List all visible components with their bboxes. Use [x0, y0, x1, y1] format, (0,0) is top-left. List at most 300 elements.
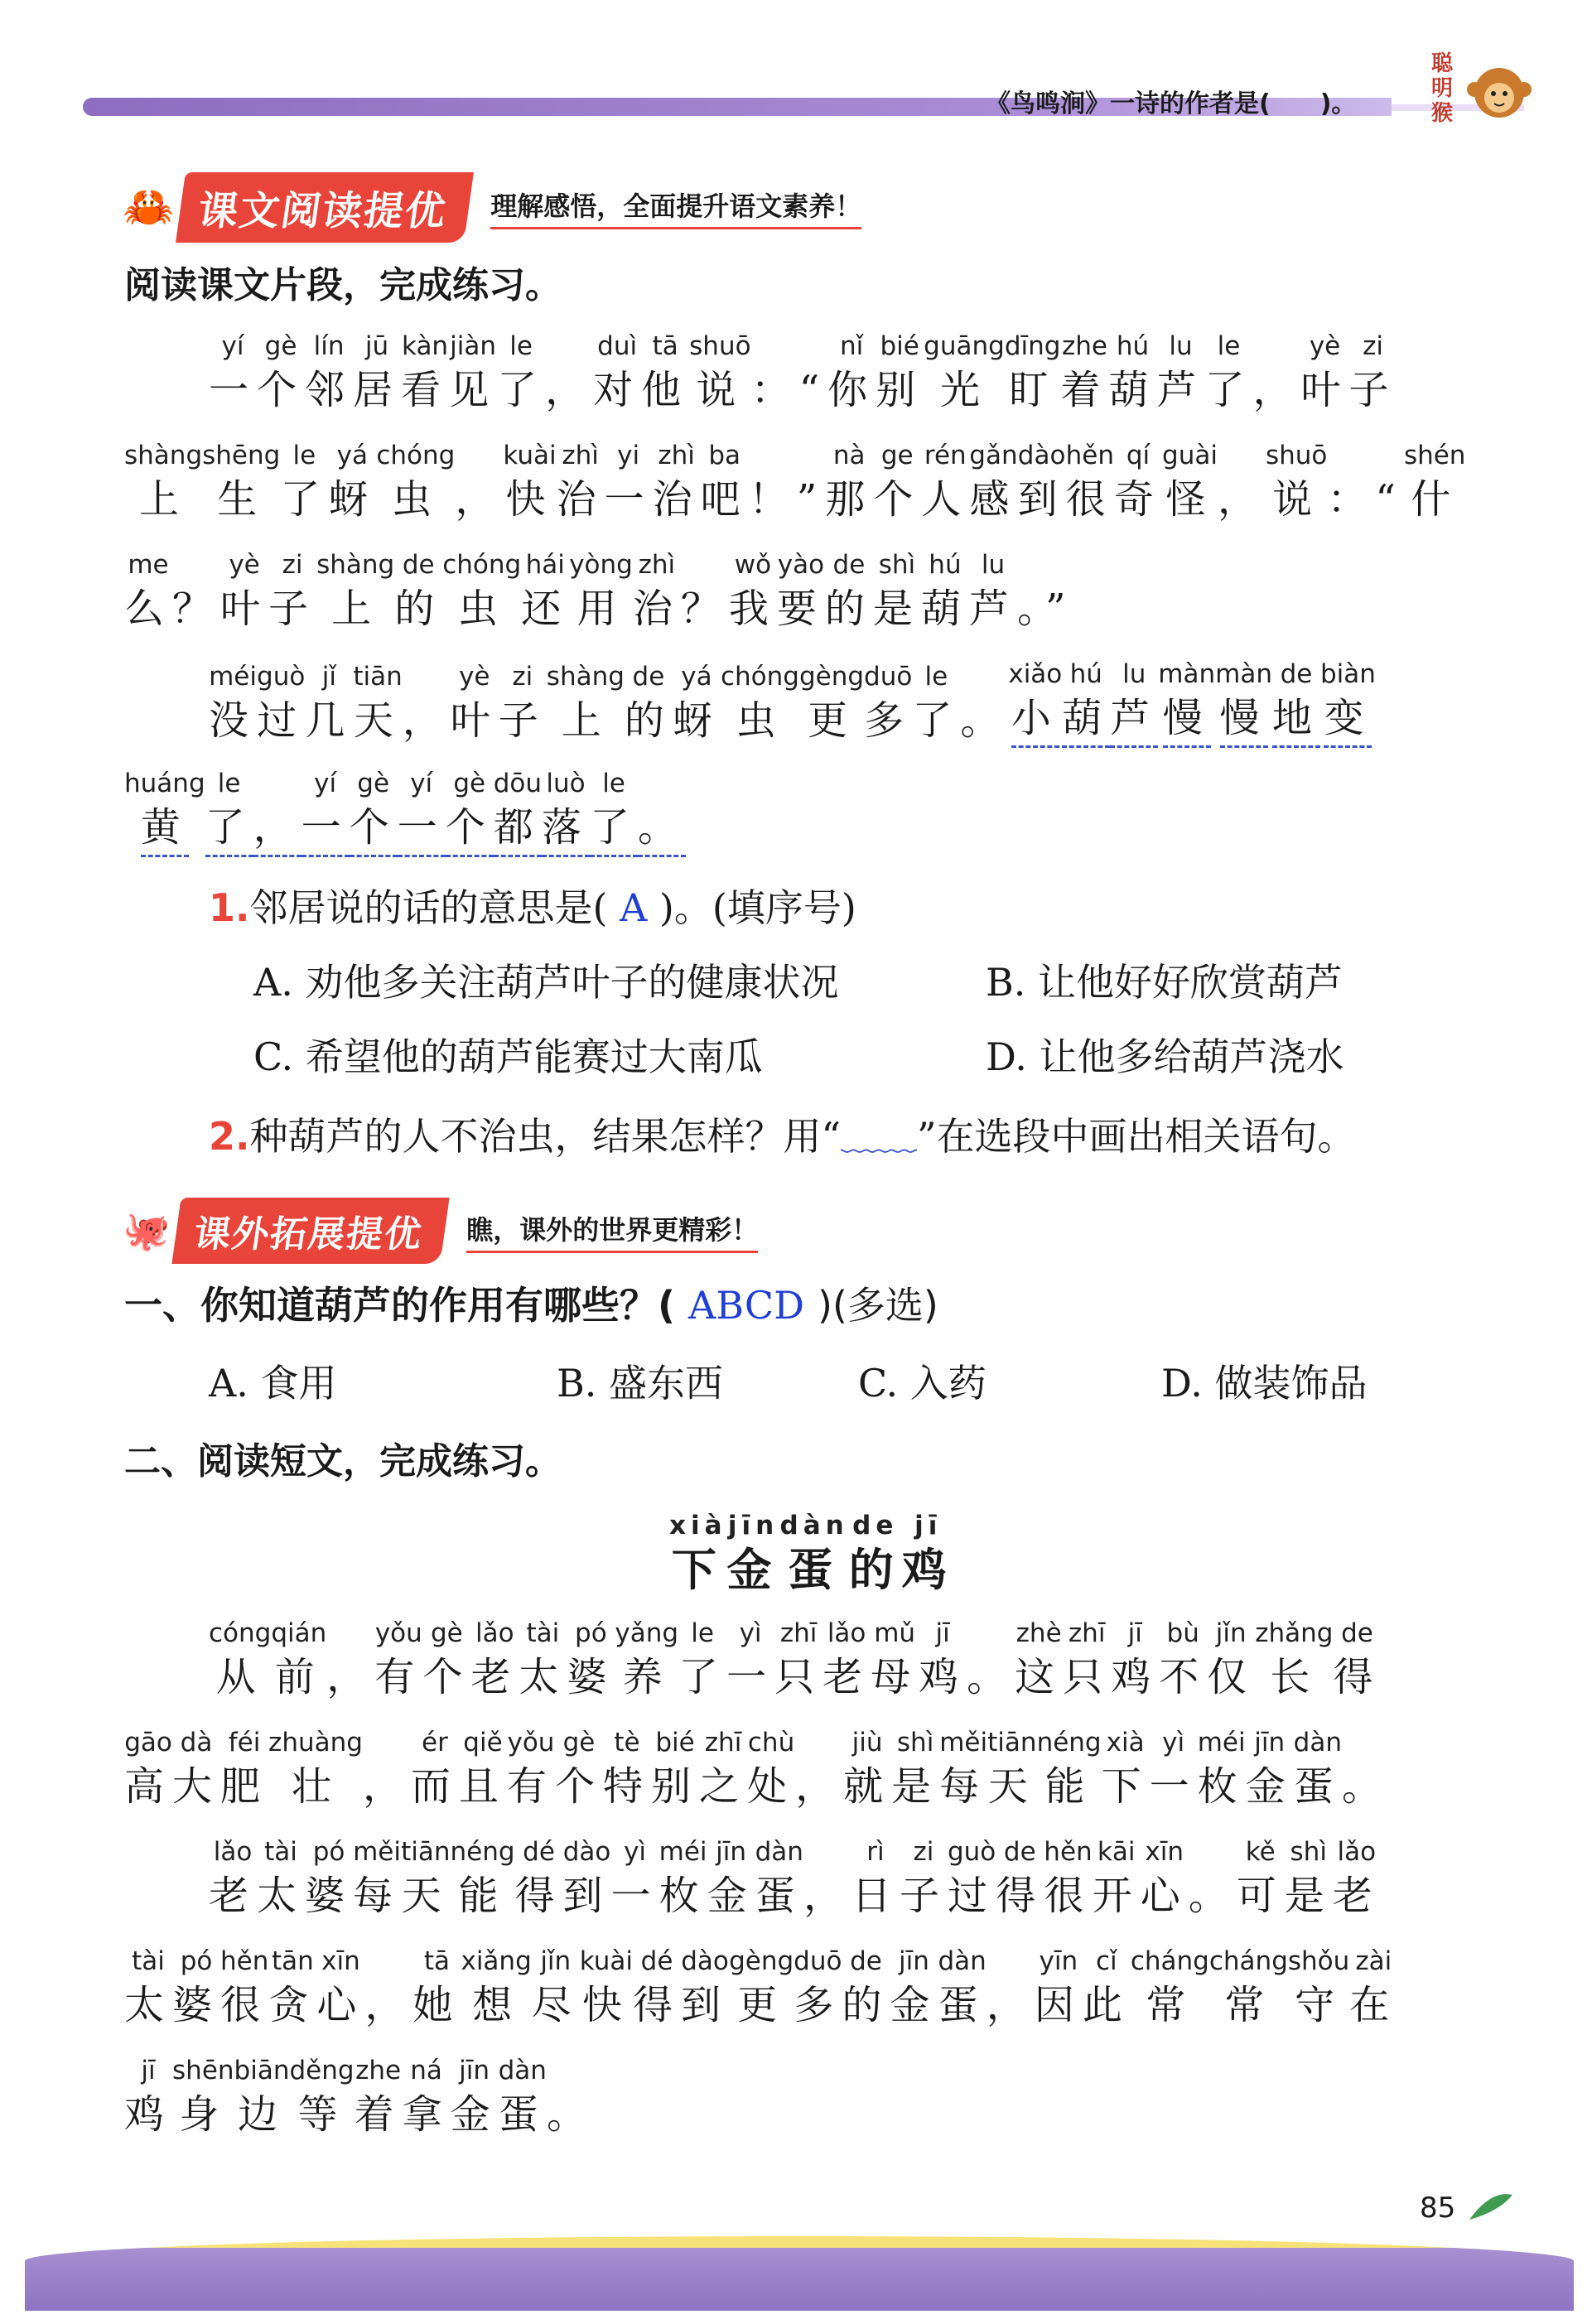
- pinyin: xīn: [321, 1946, 360, 1976]
- ruby-char: [280, 439, 328, 527]
- ruby-char: [503, 439, 556, 527]
- hanzi: 金: [1245, 1763, 1294, 1810]
- part1-option-d: D. 做装饰品: [1161, 1361, 1368, 1405]
- ruby-char: [446, 767, 494, 857]
- ruby-char: [921, 439, 969, 527]
- pinyin: [815, 1726, 823, 1759]
- ruby-char: [289, 2054, 354, 2142]
- hanzi: ，: [455, 476, 504, 523]
- ruby-char: [547, 2054, 595, 2142]
- ruby-char: [449, 330, 497, 417]
- part1-option-a: A. 食用: [209, 1361, 337, 1405]
- ruby-char: [638, 767, 686, 857]
- pinyin: yè: [1309, 331, 1341, 361]
- hanzi: 金: [707, 1873, 755, 1919]
- hanzi: 上: [331, 586, 380, 632]
- pinyin: biàn: [1320, 659, 1376, 689]
- ruby-char: [1333, 1835, 1381, 1923]
- hanzi: 等: [297, 2091, 346, 2138]
- hanzi: 有: [506, 1763, 555, 1810]
- ruby-char: [1288, 1945, 1349, 2032]
- hanzi: 多: [864, 697, 913, 744]
- pinyin: dōu: [493, 769, 543, 798]
- part1-option-c: C. 入药: [858, 1361, 987, 1405]
- pinyin: duì: [597, 331, 638, 361]
- ruby-char: [751, 330, 828, 417]
- hanzi: 前: [274, 1654, 323, 1700]
- pinyin: [701, 548, 709, 581]
- pinyin: tài: [132, 1946, 165, 1976]
- hanzi: 。: [546, 2091, 595, 2138]
- ruby-char: [996, 1835, 1044, 1923]
- part1-answer: ABCD: [688, 1283, 805, 1328]
- ruby-char: [1110, 658, 1158, 748]
- pinyin: de: [632, 662, 665, 692]
- hanzi: 。: [1342, 1763, 1391, 1810]
- pinyin: [192, 548, 200, 581]
- pinyin: chóng: [442, 550, 522, 580]
- hanzi: ？: [680, 586, 729, 632]
- ruby-char: [794, 1945, 842, 2032]
- ruby-char: [1342, 1726, 1390, 1814]
- ruby-char: [900, 1835, 948, 1923]
- ruby-char: [1162, 439, 1218, 527]
- hanzi: 说: [696, 367, 745, 413]
- ruby-char: [555, 1726, 603, 1814]
- hanzi: 得: [514, 1873, 563, 1919]
- pinyin: de: [852, 1511, 899, 1540]
- ruby-char: [1044, 1835, 1092, 1923]
- pinyin: gèng: [798, 662, 865, 692]
- pinyin: dīng: [1004, 331, 1061, 361]
- hanzi: 到: [681, 1982, 730, 2028]
- ruby-char: [1131, 1945, 1209, 2032]
- hanzi: 快: [581, 1982, 630, 2028]
- pinyin: cháng: [1208, 1946, 1288, 1976]
- hanzi: 光: [939, 367, 988, 413]
- ruby-char: [1015, 1617, 1063, 1704]
- pinyin: gǎn: [969, 441, 1018, 470]
- instruction-1: 阅读课文片段，完成练习。: [124, 264, 562, 306]
- ruby-char: [202, 439, 280, 527]
- pinyin: shēng: [202, 441, 281, 470]
- pinyin: jǐn: [540, 1946, 572, 1976]
- ruby-char: [842, 1945, 890, 2032]
- ruby-char: [497, 330, 545, 417]
- hanzi: 对: [593, 367, 642, 413]
- ruby-char: [268, 548, 316, 636]
- ruby-char: [1141, 1835, 1189, 1923]
- ruby-char: [316, 548, 394, 636]
- hanzi: 大: [172, 1763, 221, 1810]
- ruby-char: [205, 767, 253, 857]
- hanzi: ，: [986, 1982, 1035, 2028]
- pinyin: [273, 767, 282, 800]
- ruby-char: [1255, 1617, 1333, 1704]
- hanzi: 就: [843, 1763, 892, 1810]
- hanzi: 处: [747, 1763, 796, 1810]
- pinyin: zi: [282, 550, 303, 580]
- hanzi: 拿: [402, 2091, 451, 2138]
- hanzi: 叶: [450, 697, 499, 744]
- pinyin: le: [1217, 331, 1241, 361]
- ruby-char: [403, 2054, 451, 2142]
- pinyin: jīn: [727, 1511, 779, 1540]
- passage1-line-2: [124, 439, 1465, 527]
- pinyin: duō: [794, 1946, 842, 1976]
- hanzi: 芦: [1156, 367, 1205, 413]
- ruby-char: [499, 660, 547, 748]
- hanzi: 贪: [268, 1982, 317, 2028]
- ruby-char: [580, 1945, 633, 2032]
- hanzi: 个: [555, 1763, 604, 1810]
- ruby-char: [1111, 1617, 1159, 1704]
- hanzi: 守: [1295, 1982, 1344, 2028]
- passage2-line-1: [209, 1617, 1382, 1704]
- pinyin: dé: [640, 1946, 673, 1976]
- hanzi: 叶: [1300, 367, 1349, 413]
- pinyin: tài: [264, 1837, 297, 1867]
- pinyin: lu: [981, 550, 1006, 580]
- hanzi: 一: [302, 800, 350, 857]
- pinyin: gè: [562, 1728, 596, 1757]
- hanzi: 葫: [920, 586, 969, 632]
- hanzi: ，: [1217, 476, 1266, 523]
- ruby-char: [615, 1617, 678, 1704]
- pinyin: jiàn: [450, 331, 497, 361]
- pinyin: [565, 330, 573, 363]
- hanzi: 老: [823, 1654, 871, 1700]
- ruby-char: [499, 2054, 547, 2142]
- hanzi: 奇: [1114, 476, 1163, 523]
- ruby-char: [209, 1617, 271, 1704]
- pinyin: jǐ: [321, 662, 336, 692]
- hanzi: 没: [209, 697, 258, 744]
- ruby-char: [401, 1835, 450, 1923]
- hanzi: 太: [124, 1982, 173, 2028]
- pinyin: shàng: [546, 662, 625, 692]
- hanzi: 婆: [567, 1654, 615, 1700]
- ruby-char: [1083, 1945, 1131, 2032]
- passage2-line-4: [124, 1945, 1397, 2032]
- pinyin: pó: [575, 1618, 607, 1648]
- ruby-char: [257, 660, 305, 748]
- hanzi: 地: [1272, 691, 1320, 748]
- ruby-char: [220, 1945, 268, 2032]
- pinyin: néng: [1036, 1728, 1102, 1757]
- pinyin: zhì: [562, 441, 599, 470]
- ruby-char: [987, 1726, 1036, 1814]
- pinyin: jī: [914, 1511, 943, 1540]
- ruby-char: [563, 1835, 611, 1923]
- ruby-char: [795, 1726, 843, 1814]
- hanzi: 且: [458, 1763, 507, 1810]
- hanzi: 蚜: [328, 476, 377, 523]
- hanzi: 老: [209, 1873, 258, 1919]
- pinyin: shǒu: [1287, 1946, 1350, 1976]
- pinyin: ge: [880, 441, 914, 470]
- hanzi: 看: [401, 367, 450, 413]
- pinyin: de: [850, 1946, 882, 1976]
- ruby-char: [326, 1617, 374, 1704]
- pinyin: yi: [617, 441, 640, 470]
- ruby-char: [938, 1945, 986, 2032]
- hanzi: 鸡: [1111, 1654, 1160, 1700]
- option-c: C. 希望他的葫芦能赛过大南瓜: [253, 1034, 763, 1079]
- pinyin: lu: [1169, 331, 1193, 361]
- hanzi: 吧: [700, 476, 749, 523]
- title-char: [727, 1509, 780, 1597]
- part1-text: 一、你知道葫芦的作用有哪些？(: [124, 1283, 676, 1328]
- ruby-char: [605, 439, 653, 527]
- ruby-char: [494, 767, 542, 857]
- ruby-char: [1404, 439, 1466, 527]
- question-1-suffix: )。(填序号): [659, 885, 856, 930]
- ruby-char: [1114, 439, 1162, 527]
- hanzi: 不: [1159, 1654, 1208, 1700]
- ruby-char: [442, 548, 521, 636]
- pinyin: duō: [864, 662, 913, 692]
- ruby-char: [451, 2054, 499, 2142]
- ruby-char: [749, 439, 826, 527]
- hanzi: 葫: [1062, 691, 1110, 748]
- pinyin: zi: [1363, 331, 1383, 361]
- pinyin: shì: [896, 1728, 934, 1757]
- question-1-text: 邻居说的话的意思是(: [249, 885, 608, 930]
- pinyin: yì: [739, 1618, 762, 1648]
- pinyin: [785, 330, 794, 363]
- hanzi: 他: [641, 367, 690, 413]
- ruby-char: [394, 548, 442, 636]
- pinyin: rì: [866, 1837, 885, 1867]
- hanzi: 见: [449, 367, 498, 413]
- ruby-char: [257, 1835, 305, 1923]
- option-b: B. 让他好好欣赏葫芦: [986, 960, 1344, 1005]
- ruby-char: [1093, 1835, 1141, 1923]
- hanzi: 日: [851, 1873, 900, 1919]
- hanzi: 一: [398, 800, 446, 857]
- pinyin: dàn: [779, 1511, 849, 1540]
- pinyin: [567, 2054, 575, 2087]
- hanzi: 长: [1270, 1654, 1319, 1700]
- pinyin: jīn: [716, 1837, 747, 1867]
- pinyin: méi: [659, 1837, 707, 1867]
- hanzi: 仅: [1207, 1654, 1256, 1700]
- question-1-answer: A: [620, 885, 648, 930]
- hanzi: 尽: [531, 1982, 580, 2028]
- question-2-number: 2.: [209, 1114, 250, 1159]
- hanzi: 要: [776, 586, 825, 632]
- pinyin: yòng: [569, 550, 633, 580]
- pinyin: me: [128, 550, 169, 580]
- pinyin: yí: [410, 769, 433, 798]
- ruby-char: [707, 1835, 755, 1923]
- ruby-char: [912, 660, 960, 748]
- hanzi: 人: [921, 476, 970, 523]
- pinyin: zhe: [355, 2056, 402, 2085]
- pinyin: [1237, 439, 1246, 472]
- pinyin: guài: [1162, 441, 1218, 470]
- pinyin: [1208, 1835, 1217, 1868]
- hanzi: 鸡: [124, 2091, 173, 2138]
- ruby-char: [1018, 439, 1066, 527]
- pinyin: yè: [229, 550, 260, 580]
- ruby-char: [871, 1617, 919, 1704]
- hanzi: 盯: [1008, 367, 1057, 413]
- hanzi: 上: [139, 476, 188, 523]
- pinyin: jīn: [1254, 1728, 1286, 1757]
- octopus-icon: 🐙: [123, 1208, 171, 1253]
- pinyin: zhè: [1016, 1618, 1062, 1648]
- pinyin: dào: [1017, 441, 1066, 470]
- hanzi: 了: [280, 476, 329, 523]
- hanzi: ？: [172, 586, 221, 632]
- hanzi: 用: [576, 586, 625, 632]
- hanzi: 都: [494, 800, 542, 857]
- pinyin: kuài: [503, 441, 557, 470]
- hanzi: 多: [794, 1982, 842, 2028]
- hanzi: 蛋: [755, 1873, 803, 1919]
- wavy-line-mark: ﹏﹏: [841, 1114, 918, 1159]
- pinyin: de: [1280, 659, 1313, 689]
- ruby-char: [521, 548, 569, 636]
- ruby-char: [271, 1617, 326, 1704]
- pinyin: qí: [1126, 441, 1151, 470]
- question-1: [209, 878, 856, 933]
- hanzi: 到: [1017, 476, 1066, 523]
- hanzi: 着: [354, 2091, 403, 2138]
- ruby-char: [873, 439, 921, 527]
- hanzi: ，: [364, 1982, 413, 2028]
- ruby-char: [876, 330, 924, 417]
- hanzi: ，: [545, 367, 594, 413]
- hanzi: 每: [353, 1873, 402, 1919]
- ruby-char: [257, 330, 305, 417]
- ruby-char: [701, 439, 749, 527]
- ruby-char: [1237, 1835, 1285, 1923]
- hanzi: 小: [1011, 691, 1059, 748]
- hanzi: 婆: [172, 1982, 221, 2028]
- logo-text: 聪明猴: [1431, 51, 1454, 126]
- hanzi: 的: [624, 697, 673, 744]
- pinyin: [1273, 330, 1281, 363]
- ruby-char: [843, 1726, 891, 1814]
- crab-icon: 🦀: [123, 183, 175, 231]
- hanzi: 枚: [1197, 1763, 1246, 1810]
- hanzi: 芦: [968, 586, 1017, 632]
- part2-heading: 二、阅读短文，完成练习。: [124, 1440, 562, 1483]
- option-d: D. 让他多给葫芦浇水: [986, 1034, 1344, 1079]
- pinyin: zhe: [1061, 331, 1107, 361]
- ruby-char: [1150, 1726, 1198, 1814]
- ruby-char: [659, 1835, 707, 1923]
- ruby-char: [353, 1835, 401, 1923]
- hanzi: 过: [948, 1873, 996, 1919]
- pinyin: [1041, 548, 1049, 581]
- pinyin: jī: [141, 2056, 156, 2085]
- hanzi: 治: [652, 476, 701, 523]
- ruby-char: [374, 1617, 422, 1704]
- hanzi: 别: [876, 367, 924, 413]
- pinyin: děng: [289, 2056, 355, 2085]
- hanzi: 。: [967, 1654, 1016, 1700]
- pinyin: zhuàng: [268, 1728, 363, 1757]
- hanzi: 身: [179, 2091, 228, 2138]
- pinyin: xià: [669, 1511, 727, 1540]
- pinyin: dé: [523, 1837, 555, 1867]
- ruby-char: [653, 439, 701, 527]
- pinyin: méi: [209, 662, 257, 692]
- pinyin: de: [832, 550, 866, 580]
- hanzi: 每: [939, 1763, 988, 1810]
- ruby-char: [1294, 1726, 1342, 1814]
- hanzi: 还: [521, 586, 570, 632]
- hanzi: 着: [1060, 367, 1109, 413]
- pinyin: méi: [1197, 1728, 1246, 1757]
- ruby-char: [960, 660, 1008, 748]
- ruby-char: [641, 330, 689, 417]
- header-question: 《鸟鸣涧》一诗的作者是( )。: [986, 89, 1357, 118]
- hanzi: 叶: [220, 586, 269, 632]
- hanzi: 蛋: [788, 1543, 842, 1596]
- hanzi: 能: [458, 1873, 507, 1919]
- pinyin: bié: [655, 1728, 695, 1757]
- hanzi: 了: [1204, 367, 1253, 413]
- ruby-char: [1266, 439, 1327, 527]
- hanzi: 得: [1333, 1654, 1382, 1700]
- ruby-char: [353, 330, 401, 417]
- pinyin: cháng: [1130, 1946, 1209, 1976]
- ruby-char: [799, 660, 864, 748]
- pinyin: huáng: [124, 769, 205, 798]
- pinyin: shàng: [124, 441, 203, 470]
- pinyin: ná: [410, 2056, 442, 2085]
- ruby-char: [803, 1835, 851, 1923]
- pinyin: rén: [924, 441, 967, 470]
- pinyin: kāi: [1097, 1837, 1136, 1867]
- pinyin: le: [602, 769, 625, 798]
- ruby-char: [376, 439, 455, 527]
- hanzi: 。”: [1016, 586, 1074, 632]
- hanzi: 的: [824, 586, 873, 632]
- hanzi: ，: [795, 1763, 844, 1810]
- ruby-char: [939, 1726, 987, 1814]
- ruby-char: [1008, 658, 1062, 748]
- ruby-char: [1060, 330, 1108, 417]
- pinyin: shuō: [1265, 441, 1328, 470]
- hanzi: 鸡: [901, 1543, 955, 1596]
- ruby-char: [542, 767, 590, 857]
- pinyin: chù: [747, 1728, 795, 1757]
- hanzi: 更: [807, 697, 856, 744]
- section1-banner: [123, 172, 861, 243]
- ruby-char: [355, 2054, 403, 2142]
- ruby-char: [350, 767, 398, 857]
- pinyin: kuài: [579, 1946, 634, 1976]
- pinyin: xīn: [1145, 1837, 1184, 1867]
- ruby-char: [1285, 1835, 1333, 1923]
- hanzi: 高: [124, 1763, 173, 1810]
- hanzi: 婆: [305, 1873, 354, 1919]
- ruby-char: [825, 439, 873, 527]
- question-2: [209, 1107, 1356, 1161]
- ruby-char: [1349, 330, 1397, 417]
- pinyin: le: [292, 441, 316, 470]
- hanzi: 慢: [1163, 691, 1211, 748]
- ruby-char: [1215, 658, 1272, 748]
- pinyin: dàn: [938, 1946, 987, 1976]
- ruby-char: [455, 439, 503, 527]
